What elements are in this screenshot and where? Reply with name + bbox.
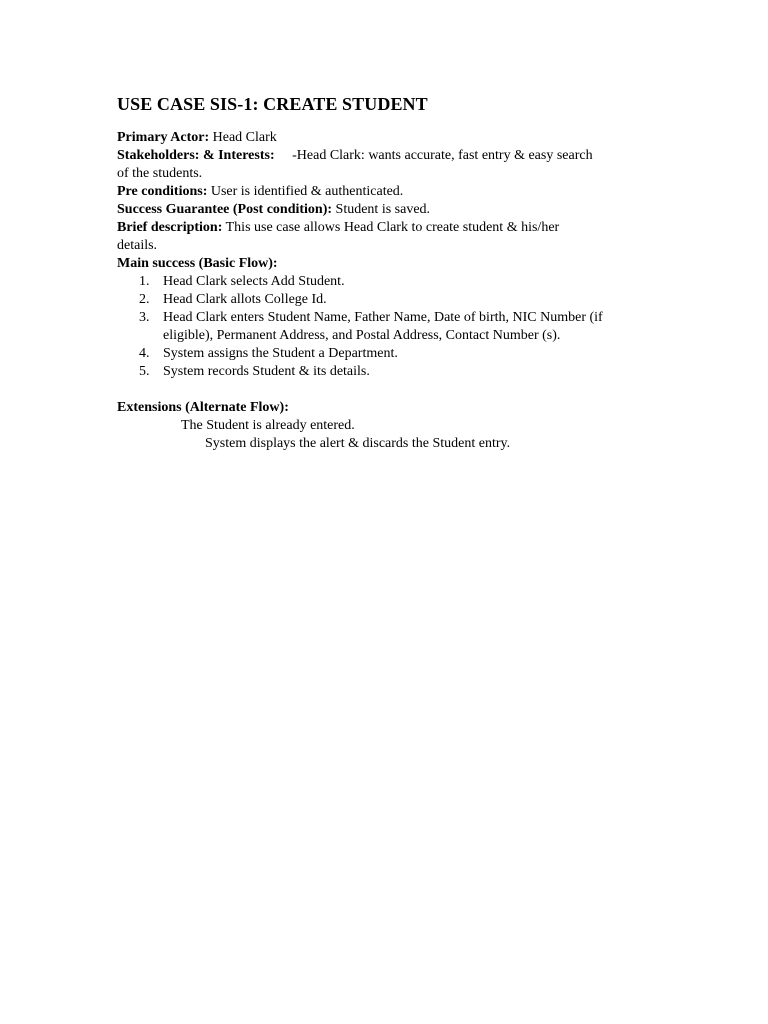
stakeholders-text-line1: -Head Clark: wants accurate, fast entry & easy search bbox=[292, 148, 593, 163]
main-flow-heading: Main success (Basic Flow): bbox=[117, 256, 278, 271]
stakeholders-label: Stakeholders: & Interests: bbox=[117, 148, 275, 163]
flow-step-text: System records Student & its details. bbox=[163, 364, 370, 379]
flow-step bbox=[117, 309, 677, 345]
main-flow-steps bbox=[117, 273, 677, 381]
flow-step-number: 3. bbox=[139, 310, 150, 325]
primary-actor-row bbox=[117, 129, 677, 147]
success-guarantee-value: Student is saved. bbox=[335, 202, 431, 217]
stakeholders-row bbox=[117, 147, 677, 165]
flow-step-text: Head Clark selects Add Student. bbox=[163, 274, 345, 289]
document-title: USE CASE SIS-1: CREATE STUDENT bbox=[117, 94, 428, 114]
flow-step-number: 5. bbox=[139, 364, 150, 379]
stakeholders-text-line2: of the students. bbox=[117, 166, 203, 181]
pre-conditions-value: User is identified & authenticated. bbox=[210, 184, 404, 199]
pre-conditions-row bbox=[117, 183, 677, 201]
extensions-heading: Extensions (Alternate Flow): bbox=[117, 400, 289, 415]
use-case-document bbox=[117, 92, 677, 453]
brief-description-label: Brief description: bbox=[117, 220, 223, 235]
flow-step-text: System assigns the Student a Department. bbox=[163, 346, 398, 361]
success-guarantee-label: Success Guarantee (Post condition): bbox=[117, 202, 333, 217]
primary-actor-value: Head Clark bbox=[212, 130, 277, 145]
flow-step bbox=[117, 345, 677, 363]
flow-step-number: 1. bbox=[139, 274, 150, 289]
flow-step-number: 2. bbox=[139, 292, 150, 307]
extension-condition: The Student is already entered. bbox=[181, 418, 355, 433]
pre-conditions-label: Pre conditions: bbox=[117, 184, 208, 199]
flow-step bbox=[117, 291, 677, 309]
flow-step-number: 4. bbox=[139, 346, 150, 361]
brief-description-line2: details. bbox=[117, 238, 158, 253]
flow-step-text: Head Clark enters Student Name, Father Name, Date of birth, NIC Number (if bbox=[163, 310, 603, 325]
flow-step-text-continued: eligible), Permanent Address, and Postal Address, Contact Number (s). bbox=[163, 328, 561, 343]
flow-step bbox=[117, 363, 677, 381]
brief-description-line1: This use case allows Head Clark to create student & his/her bbox=[225, 220, 560, 235]
flow-step-text: Head Clark allots College Id. bbox=[163, 292, 327, 307]
success-guarantee-row bbox=[117, 201, 677, 219]
primary-actor-label: Primary Actor: bbox=[117, 130, 210, 145]
extension-response: System displays the alert & discards the Student entry. bbox=[205, 436, 511, 451]
flow-step bbox=[117, 273, 677, 291]
brief-description-row bbox=[117, 219, 677, 237]
